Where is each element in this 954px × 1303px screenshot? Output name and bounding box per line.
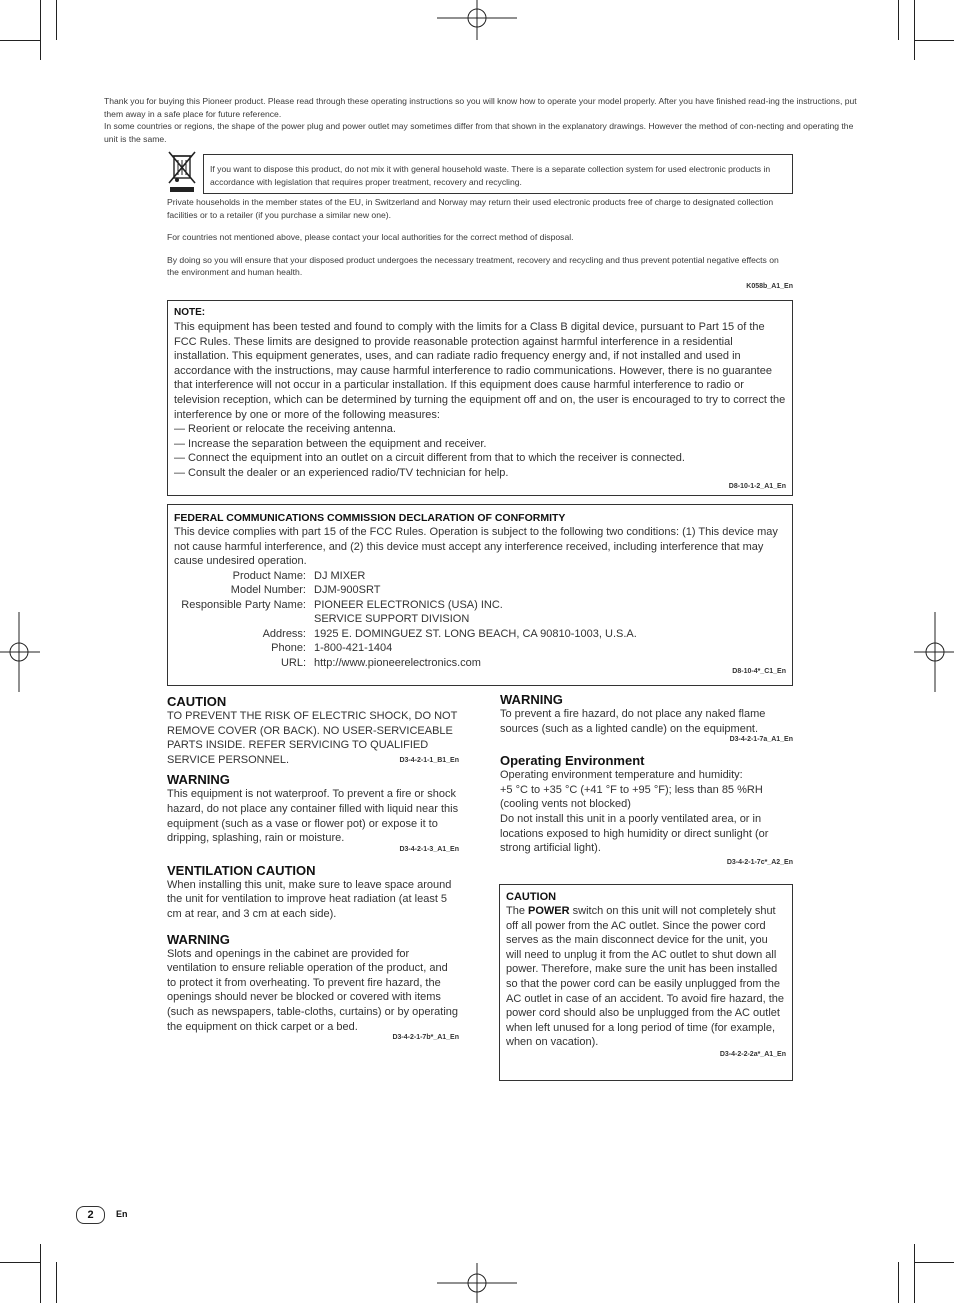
fcc-note-box xyxy=(167,300,793,496)
fcc-row xyxy=(174,641,637,656)
fcc-declaration-box xyxy=(167,504,793,686)
caution-text: switch on this unit will not completely shut off all power from the AC outlet. Since the power cord serves as the main disconnect device for the unit, you will need to unplug it from the AC outlet to shut down all power. Therefore, make sure the unit has been installed so that the power cord can be easily unplugged from the AC outlet in case of an accident. To avoid fire hazard, the power cord should also be unplugged from the AC outlet when left unused for a long period of time (for example, when on vacation). xyxy=(506,905,785,1049)
warning-body: Slots and openings in the cabinet are provided for ventilation to ensure reliable operation of the product, and to protect it from overheating. To prevent fire hazard, the openings should never be blocked or covered with items (such as newspapers, table-cloths, curtains) or by operating the equipment on thick carpet or a bed. xyxy=(167,947,459,1033)
registration-mark-icon xyxy=(914,612,954,692)
fcc-body: This device complies with part 15 of the FCC Rules. Operation is subject to the following two conditions: (1) This device may not cause harmful interference, and (2) this device must accept any interference received, including interference that may cause undesired operation. xyxy=(174,526,778,568)
ventilation-caution-heading: VENTILATION CAUTION xyxy=(167,862,316,878)
disposal-paragraph: By doing so you will ensure that your disposed product undergoes the necessary treatment, recovery and recycling and thus prevent potential negative effects on the environment and human health. xyxy=(167,254,779,277)
fcc-info-table xyxy=(174,569,637,671)
note-item: — Connect the equipment into an outlet on a circuit different from that to which the receiver is connected. xyxy=(174,452,685,465)
fcc-row xyxy=(174,627,637,642)
warning-heading: WARNING xyxy=(167,772,230,788)
intro-paragraph: In some countries or regions, the shape of the power plug and power outlet may sometimes differ from that shown in the explanatory drawings. However the method of con-necting and operating the unit is the same. xyxy=(104,121,854,144)
document-code: D8-10-1-2_A1_En xyxy=(728,482,786,490)
note-item: — Increase the separation between the equipment and receiver. xyxy=(174,437,487,450)
fcc-row xyxy=(174,598,637,613)
fcc-value: DJM-900SRT xyxy=(314,584,381,597)
registration-mark-icon xyxy=(437,0,517,40)
fcc-title: FEDERAL COMMUNICATIONS COMMISSION DECLARATION OF CONFORMITY xyxy=(174,512,566,524)
warning-heading: WARNING xyxy=(167,931,230,947)
operating-environment-heading: Operating Environment xyxy=(500,753,645,769)
document-code: D3-4-2-1-1_B1_En xyxy=(399,757,459,765)
fcc-value: PIONEER ELECTRONICS (USA) INC. xyxy=(314,598,503,611)
document-code: D3-4-2-1-3_A1_En xyxy=(399,845,459,853)
warning-body: To prevent a fire hazard, do not place any naked flame sources (such as a lighted candle) on the equipment. xyxy=(500,708,766,735)
document-code: K058b_A1_En xyxy=(746,282,793,290)
disposal-notice-box xyxy=(203,154,793,194)
warning-body: This equipment is not waterproof. To prevent a fire or shock hazard, do not place any container filled with liquid near this equipment (such as a vase or flower pot) or expose it to dripping, splashing, rain or moisture. xyxy=(167,788,459,845)
left-column xyxy=(167,694,459,1041)
page-number: 2 xyxy=(76,1206,105,1224)
fcc-value: SERVICE SUPPORT DIVISION xyxy=(314,613,470,626)
document-code: D3-4-2-1-7a_A1_En xyxy=(729,736,793,744)
document-code: D3-4-2-2-2a*_A1_En xyxy=(719,1050,786,1058)
caution-box-body xyxy=(506,904,786,1050)
environment-line: Do not install this unit in a poorly ventilated area, or in locations exposed to high humidity or direct sunlight (or strong artificial light). xyxy=(500,812,769,855)
fcc-key: Product Name: xyxy=(232,569,306,582)
environment-line: (cooling vents not blocked) xyxy=(500,798,631,811)
environment-line: Operating environment temperature and humidity: xyxy=(500,769,743,782)
note-item: — Reorient or relocate the receiving antenna. xyxy=(174,423,396,436)
fcc-key: Responsible Party Name: xyxy=(181,598,306,611)
fcc-value: 1-800-421-1404 xyxy=(314,642,393,655)
warning-heading: WARNING xyxy=(500,692,563,707)
note-title: NOTE: xyxy=(174,307,206,318)
registration-mark-icon xyxy=(437,1263,517,1303)
document-code: D3-4-2-1-7c*_A2_En xyxy=(726,858,793,866)
fcc-row xyxy=(174,569,637,584)
fcc-value: http://www.pioneerelectronics.com xyxy=(314,656,481,669)
disposal-notice-text: If you want to dispose this product, do not mix it with general household waste. There is a separate collection system for used electronic products in accordance with legislation that requires proper treatment, recovery and recycling. xyxy=(210,164,771,187)
caution-body: TO PREVENT THE RISK OF ELECTRIC SHOCK, DO NOT REMOVE COVER (OR BACK). NO USER-SERVICEABLE PARTS INSIDE. REFER SERVICING TO QUALIFIED SERVICE PERSONNEL. xyxy=(167,710,458,766)
fcc-key: Phone: xyxy=(271,642,306,655)
language-label: En xyxy=(116,1209,128,1219)
fcc-row xyxy=(174,583,637,598)
fcc-value: DJ MIXER xyxy=(314,569,366,582)
note-body: This equipment has been tested and found to comply with the limits for a Class B digital device, pursuant to Part 15 of the FCC Rules. These limits are designed to provide reasonable protection against harmful interference in a residential installation. This equipment generates, uses, and can radiate radio frequency energy and, if not installed and used in accordance with the instructions, may cause harmful interference to radio communications. However, there is no guarantee that interference will not occur in a particular installation. If this equipment does cause harmful interference to radio or television reception, which can be determined by turning the equipment off and on, the user is encouraged to try to correct the interference by one or more of the following measures: xyxy=(174,321,786,421)
note-item: — Consult the dealer or an experienced radio/TV technician for help. xyxy=(174,466,509,479)
document-code: D3-4-2-1-7b*_A1_En xyxy=(392,1034,459,1042)
caution-box-title: CAUTION xyxy=(506,891,557,903)
fcc-key: URL: xyxy=(280,656,306,669)
right-column xyxy=(500,692,793,866)
document-code: D8-10-4*_C1_En xyxy=(732,668,786,676)
fcc-row xyxy=(174,612,637,627)
disposal-paragraph: For countries not mentioned above, please contact your local authorities for the correct method of disposal. xyxy=(167,232,574,242)
environment-line: +5 °C to +35 °C (+41 °F to +95 °F); less than 85 %RH xyxy=(500,783,763,796)
fcc-value: 1925 E. DOMINGUEZ ST. LONG BEACH, CA 90810-1003, U.S.A. xyxy=(314,627,637,640)
power-caution-box xyxy=(499,884,793,1081)
fcc-key: Model Number: xyxy=(230,584,306,597)
fcc-key xyxy=(174,612,314,627)
fcc-key: Address: xyxy=(262,627,306,640)
intro-paragraph: Thank you for buying this Pioneer product. Please read through these operating instructions so you will know how to operate your model properly. After you have finished read-ing the instructions, put them away in a safe place for future reference. xyxy=(104,96,857,119)
ventilation-caution-body: When installing this unit, make sure to leave space around the unit for ventilation to improve heat radiation (at least 5 cm at rear, and 3 cm at each side). xyxy=(167,878,452,920)
power-switch-label: POWER xyxy=(528,905,570,917)
disposal-paragraph: Private households in the member states of the EU, in Switzerland and Norway may return their used electronic products free of charge to designated collection facilities or to a retailer (if you purchase a similar new one). xyxy=(167,197,774,220)
caution-text: The xyxy=(506,905,529,917)
intro-text xyxy=(104,95,858,145)
disposal-text xyxy=(167,196,793,293)
registration-mark-icon xyxy=(0,612,40,692)
crossed-out-wheelie-bin-icon xyxy=(167,150,197,194)
caution-heading: CAUTION xyxy=(167,694,227,709)
